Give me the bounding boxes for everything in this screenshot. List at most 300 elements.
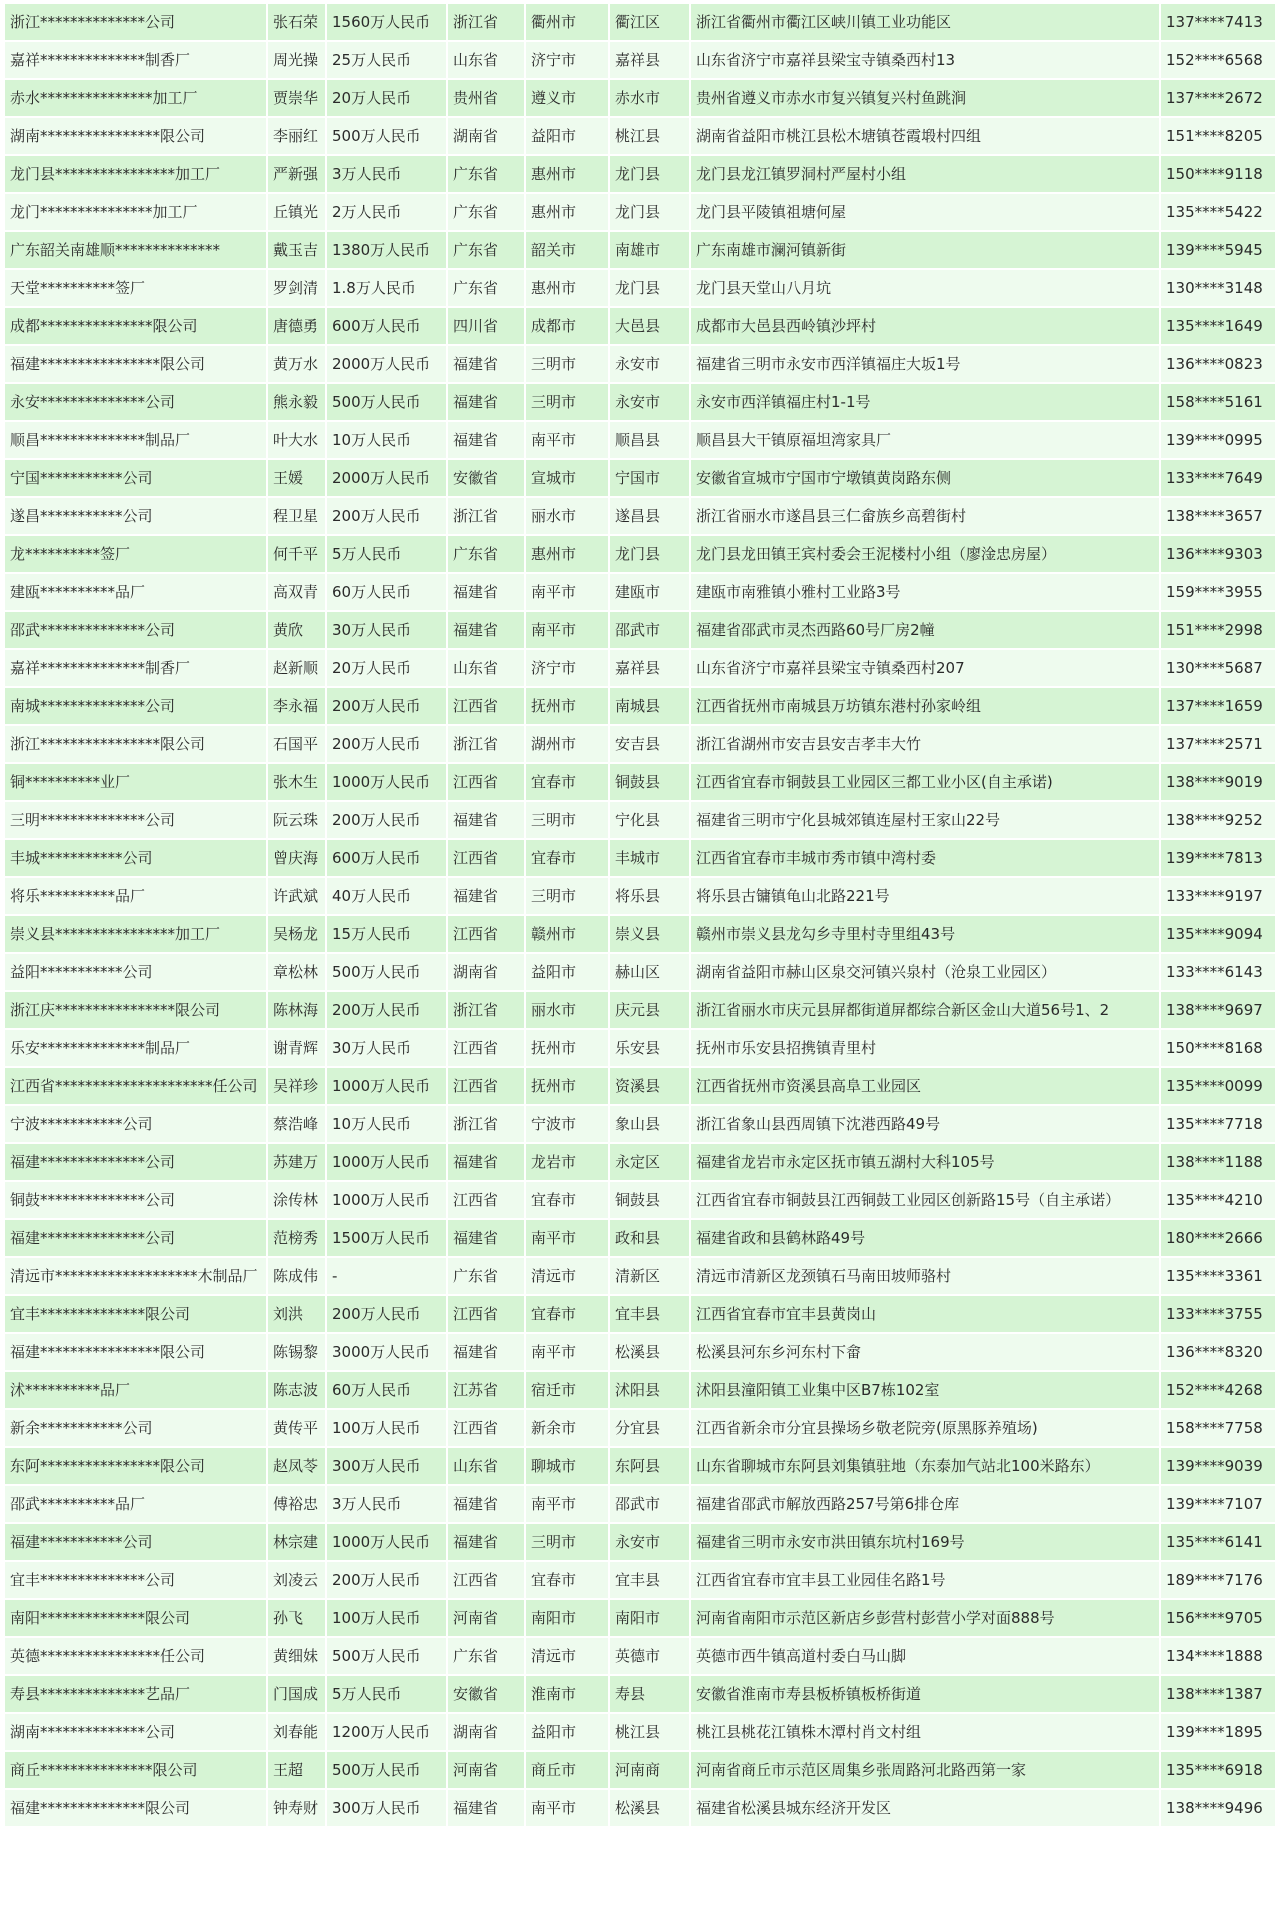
phone-cell: 137****2571 xyxy=(1161,726,1275,762)
district-cell: 南雄市 xyxy=(610,232,689,268)
phone-cell: 135****6141 xyxy=(1161,1524,1275,1560)
company-name-cell: 三明**************公司 xyxy=(5,802,266,838)
legal-rep-cell: 孙飞 xyxy=(268,1600,325,1636)
registered-capital-cell: 600万人民币 xyxy=(327,840,446,876)
phone-cell: 130****5687 xyxy=(1161,650,1275,686)
registered-capital-cell: 1200万人民币 xyxy=(327,1714,446,1750)
province-cell: 江西省 xyxy=(448,688,524,724)
phone-cell: 133****9197 xyxy=(1161,878,1275,914)
legal-rep-cell: 石国平 xyxy=(268,726,325,762)
legal-rep-cell: 叶大水 xyxy=(268,422,325,458)
company-name-cell: 湖南**************公司 xyxy=(5,1714,266,1750)
company-name-cell: 邵武**************公司 xyxy=(5,612,266,648)
district-cell: 赤水市 xyxy=(610,80,689,116)
city-cell: 南平市 xyxy=(526,422,608,458)
city-cell: 丽水市 xyxy=(526,992,608,1028)
address-cell: 河南省商丘市示范区周集乡张周路河北路西第一家 xyxy=(691,1752,1159,1788)
phone-cell: 136****0823 xyxy=(1161,346,1275,382)
district-cell: 永安市 xyxy=(610,1524,689,1560)
legal-rep-cell: 钟寿财 xyxy=(268,1790,325,1826)
province-cell: 湖南省 xyxy=(448,1714,524,1750)
registered-capital-cell: 500万人民币 xyxy=(327,1638,446,1674)
district-cell: 嘉祥县 xyxy=(610,42,689,78)
registered-capital-cell: 3万人民币 xyxy=(327,156,446,192)
address-cell: 江西省宜春市宜丰县黄岗山 xyxy=(691,1296,1159,1332)
district-cell: 永安市 xyxy=(610,346,689,382)
district-cell: 顺昌县 xyxy=(610,422,689,458)
phone-cell: 133****7649 xyxy=(1161,460,1275,496)
address-cell: 江西省宜春市丰城市秀市镇中湾村委 xyxy=(691,840,1159,876)
district-cell: 铜鼓县 xyxy=(610,764,689,800)
address-cell: 江西省抚州市南城县万坊镇东港村孙家岭组 xyxy=(691,688,1159,724)
address-cell: 江西省新余市分宜县操场乡敬老院旁(原黑豚养殖场) xyxy=(691,1410,1159,1446)
phone-cell: 158****5161 xyxy=(1161,384,1275,420)
city-cell: 赣州市 xyxy=(526,916,608,952)
company-name-cell: 龙门县****************加工厂 xyxy=(5,156,266,192)
table-row xyxy=(5,536,1275,572)
company-name-cell: 宜丰**************限公司 xyxy=(5,1296,266,1332)
province-cell: 四川省 xyxy=(448,308,524,344)
district-cell: 遂昌县 xyxy=(610,498,689,534)
province-cell: 广东省 xyxy=(448,194,524,230)
phone-cell: 130****3148 xyxy=(1161,270,1275,306)
table-row xyxy=(5,1296,1275,1332)
legal-rep-cell: 张石荣 xyxy=(268,4,325,40)
province-cell: 福建省 xyxy=(448,878,524,914)
phone-cell: 139****1895 xyxy=(1161,1714,1275,1750)
company-name-cell: 邵武**********品厂 xyxy=(5,1486,266,1522)
table-row xyxy=(5,650,1275,686)
district-cell: 南城县 xyxy=(610,688,689,724)
company-name-cell: 寿县**************艺品厂 xyxy=(5,1676,266,1712)
province-cell: 广东省 xyxy=(448,156,524,192)
district-cell: 丰城市 xyxy=(610,840,689,876)
province-cell: 福建省 xyxy=(448,1486,524,1522)
company-name-cell: 崇义县****************加工厂 xyxy=(5,916,266,952)
address-cell: 安徽省淮南市寿县板桥镇板桥街道 xyxy=(691,1676,1159,1712)
address-cell: 福建省松溪县城东经济开发区 xyxy=(691,1790,1159,1826)
district-cell: 分宜县 xyxy=(610,1410,689,1446)
company-name-cell: 福建**************公司 xyxy=(5,1144,266,1180)
district-cell: 象山县 xyxy=(610,1106,689,1142)
company-name-cell: 福建**************公司 xyxy=(5,1220,266,1256)
city-cell: 宜春市 xyxy=(526,1182,608,1218)
legal-rep-cell: 黄传平 xyxy=(268,1410,325,1446)
table-row xyxy=(5,1334,1275,1370)
legal-rep-cell: 黄细妹 xyxy=(268,1638,325,1674)
registered-capital-cell: 1000万人民币 xyxy=(327,764,446,800)
legal-rep-cell: 刘洪 xyxy=(268,1296,325,1332)
province-cell: 广东省 xyxy=(448,536,524,572)
phone-cell: 136****9303 xyxy=(1161,536,1275,572)
registered-capital-cell: 2000万人民币 xyxy=(327,346,446,382)
legal-rep-cell: 门国成 xyxy=(268,1676,325,1712)
city-cell: 惠州市 xyxy=(526,536,608,572)
legal-rep-cell: 吴杨龙 xyxy=(268,916,325,952)
phone-cell: 151****2998 xyxy=(1161,612,1275,648)
district-cell: 东阿县 xyxy=(610,1448,689,1484)
address-cell: 山东省聊城市东阿县刘集镇驻地（东泰加气站北100米路东） xyxy=(691,1448,1159,1484)
address-cell: 成都市大邑县西岭镇沙坪村 xyxy=(691,308,1159,344)
city-cell: 南平市 xyxy=(526,1486,608,1522)
district-cell: 英德市 xyxy=(610,1638,689,1674)
registered-capital-cell: 600万人民币 xyxy=(327,308,446,344)
phone-cell: 135****9094 xyxy=(1161,916,1275,952)
city-cell: 惠州市 xyxy=(526,270,608,306)
registered-capital-cell: 1000万人民币 xyxy=(327,1182,446,1218)
city-cell: 南平市 xyxy=(526,574,608,610)
province-cell: 福建省 xyxy=(448,346,524,382)
company-name-cell: 浙江****************限公司 xyxy=(5,726,266,762)
address-cell: 山东省济宁市嘉祥县梁宝寺镇桑西村13 xyxy=(691,42,1159,78)
province-cell: 江西省 xyxy=(448,1182,524,1218)
registered-capital-cell: 25万人民币 xyxy=(327,42,446,78)
city-cell: 三明市 xyxy=(526,802,608,838)
district-cell: 大邑县 xyxy=(610,308,689,344)
city-cell: 遵义市 xyxy=(526,80,608,116)
city-cell: 清远市 xyxy=(526,1258,608,1294)
registered-capital-cell: 40万人民币 xyxy=(327,878,446,914)
district-cell: 宜丰县 xyxy=(610,1296,689,1332)
address-cell: 顺昌县大干镇原福坦湾家具厂 xyxy=(691,422,1159,458)
province-cell: 河南省 xyxy=(448,1600,524,1636)
legal-rep-cell: 陈锡黎 xyxy=(268,1334,325,1370)
table-row xyxy=(5,612,1275,648)
address-cell: 福建省龙岩市永定区抚市镇五湖村大科105号 xyxy=(691,1144,1159,1180)
province-cell: 江西省 xyxy=(448,764,524,800)
table-row xyxy=(5,1182,1275,1218)
phone-cell: 138****1387 xyxy=(1161,1676,1275,1712)
table-row xyxy=(5,574,1275,610)
table-row xyxy=(5,1030,1275,1066)
company-name-cell: 益阳***********公司 xyxy=(5,954,266,990)
legal-rep-cell: 陈志波 xyxy=(268,1372,325,1408)
city-cell: 三明市 xyxy=(526,878,608,914)
table-row xyxy=(5,4,1275,40)
city-cell: 抚州市 xyxy=(526,1068,608,1104)
company-name-cell: 福建***********公司 xyxy=(5,1524,266,1560)
registered-capital-cell: 10万人民币 xyxy=(327,422,446,458)
phone-cell: 150****8168 xyxy=(1161,1030,1275,1066)
district-cell: 永定区 xyxy=(610,1144,689,1180)
company-name-cell: 龙门***************加工厂 xyxy=(5,194,266,230)
registered-capital-cell: 60万人民币 xyxy=(327,1372,446,1408)
address-cell: 浙江省湖州市安吉县安吉孝丰大竹 xyxy=(691,726,1159,762)
city-cell: 宜春市 xyxy=(526,764,608,800)
city-cell: 抚州市 xyxy=(526,688,608,724)
table-row xyxy=(5,1790,1275,1826)
city-cell: 龙岩市 xyxy=(526,1144,608,1180)
province-cell: 广东省 xyxy=(448,270,524,306)
company-name-cell: 英德****************任公司 xyxy=(5,1638,266,1674)
phone-cell: 138****9496 xyxy=(1161,1790,1275,1826)
city-cell: 宜春市 xyxy=(526,840,608,876)
table-row xyxy=(5,308,1275,344)
registered-capital-cell: 2000万人民币 xyxy=(327,460,446,496)
address-cell: 贵州省遵义市赤水市复兴镇复兴村鱼跳涧 xyxy=(691,80,1159,116)
legal-rep-cell: 唐德勇 xyxy=(268,308,325,344)
phone-cell: 135****1649 xyxy=(1161,308,1275,344)
legal-rep-cell: 陈林海 xyxy=(268,992,325,1028)
phone-cell: 135****4210 xyxy=(1161,1182,1275,1218)
city-cell: 宜春市 xyxy=(526,1562,608,1598)
registered-capital-cell: 300万人民币 xyxy=(327,1790,446,1826)
legal-rep-cell: 林宗建 xyxy=(268,1524,325,1560)
address-cell: 浙江省丽水市庆元县屏都街道屏都综合新区金山大道56号1、2 xyxy=(691,992,1159,1028)
address-cell: 江西省宜春市宜丰县工业园佳名路1号 xyxy=(691,1562,1159,1598)
registered-capital-cell: 500万人民币 xyxy=(327,954,446,990)
province-cell: 安徽省 xyxy=(448,1676,524,1712)
province-cell: 江西省 xyxy=(448,840,524,876)
district-cell: 崇义县 xyxy=(610,916,689,952)
registered-capital-cell: 1.8万人民币 xyxy=(327,270,446,306)
province-cell: 福建省 xyxy=(448,422,524,458)
phone-cell: 138****9697 xyxy=(1161,992,1275,1028)
table-row xyxy=(5,1144,1275,1180)
company-name-cell: 福建****************限公司 xyxy=(5,346,266,382)
table-row xyxy=(5,1752,1275,1788)
district-cell: 宁化县 xyxy=(610,802,689,838)
phone-cell: 139****7107 xyxy=(1161,1486,1275,1522)
registered-capital-cell: 3万人民币 xyxy=(327,1486,446,1522)
phone-cell: 135****7718 xyxy=(1161,1106,1275,1142)
legal-rep-cell: 罗剑清 xyxy=(268,270,325,306)
company-name-cell: 嘉祥**************制香厂 xyxy=(5,650,266,686)
table-row xyxy=(5,764,1275,800)
district-cell: 宁国市 xyxy=(610,460,689,496)
registered-capital-cell: 100万人民币 xyxy=(327,1410,446,1446)
phone-cell: 134****1888 xyxy=(1161,1638,1275,1674)
registered-capital-cell: 10万人民币 xyxy=(327,1106,446,1142)
province-cell: 福建省 xyxy=(448,1790,524,1826)
address-cell: 抚州市乐安县招携镇青里村 xyxy=(691,1030,1159,1066)
district-cell: 宜丰县 xyxy=(610,1562,689,1598)
city-cell: 济宁市 xyxy=(526,650,608,686)
registered-capital-cell: 60万人民币 xyxy=(327,574,446,610)
company-name-cell: 铜鼓**************公司 xyxy=(5,1182,266,1218)
company-name-cell: 商丘***************限公司 xyxy=(5,1752,266,1788)
legal-rep-cell: 王媛 xyxy=(268,460,325,496)
company-name-cell: 湖南****************限公司 xyxy=(5,118,266,154)
registered-capital-cell: 200万人民币 xyxy=(327,688,446,724)
district-cell: 永安市 xyxy=(610,384,689,420)
registered-capital-cell: 1500万人民币 xyxy=(327,1220,446,1256)
registered-capital-cell: 15万人民币 xyxy=(327,916,446,952)
address-cell: 将乐县古镛镇龟山北路221号 xyxy=(691,878,1159,914)
table-row xyxy=(5,1068,1275,1104)
legal-rep-cell: 曾庆海 xyxy=(268,840,325,876)
company-name-cell: 遂昌***********公司 xyxy=(5,498,266,534)
province-cell: 湖南省 xyxy=(448,954,524,990)
legal-rep-cell: 吴祥珍 xyxy=(268,1068,325,1104)
legal-rep-cell: 程卫星 xyxy=(268,498,325,534)
table-row xyxy=(5,726,1275,762)
province-cell: 福建省 xyxy=(448,1524,524,1560)
table-row xyxy=(5,878,1275,914)
district-cell: 建瓯市 xyxy=(610,574,689,610)
phone-cell: 189****7176 xyxy=(1161,1562,1275,1598)
registered-capital-cell: - xyxy=(327,1258,446,1294)
province-cell: 江西省 xyxy=(448,1068,524,1104)
registered-capital-cell: 500万人民币 xyxy=(327,118,446,154)
phone-cell: 137****1659 xyxy=(1161,688,1275,724)
company-name-cell: 嘉祥**************制香厂 xyxy=(5,42,266,78)
province-cell: 浙江省 xyxy=(448,498,524,534)
table-row xyxy=(5,1714,1275,1750)
legal-rep-cell: 王超 xyxy=(268,1752,325,1788)
address-cell: 龙门县龙田镇王宾村委会王泥楼村小组（廖淦忠房屋） xyxy=(691,536,1159,572)
table-row xyxy=(5,802,1275,838)
company-name-cell: 龙**********签厂 xyxy=(5,536,266,572)
registered-capital-cell: 100万人民币 xyxy=(327,1600,446,1636)
legal-rep-cell: 周光操 xyxy=(268,42,325,78)
district-cell: 龙门县 xyxy=(610,536,689,572)
legal-rep-cell: 李丽红 xyxy=(268,118,325,154)
table-row xyxy=(5,1524,1275,1560)
legal-rep-cell: 苏建万 xyxy=(268,1144,325,1180)
legal-rep-cell: 张木生 xyxy=(268,764,325,800)
address-cell: 永安市西洋镇福庄村1-1号 xyxy=(691,384,1159,420)
address-cell: 福建省三明市永安市洪田镇东坑村169号 xyxy=(691,1524,1159,1560)
province-cell: 福建省 xyxy=(448,802,524,838)
table-row xyxy=(5,42,1275,78)
province-cell: 福建省 xyxy=(448,1334,524,1370)
city-cell: 清远市 xyxy=(526,1638,608,1674)
registered-capital-cell: 200万人民币 xyxy=(327,726,446,762)
province-cell: 浙江省 xyxy=(448,1106,524,1142)
address-cell: 浙江省象山县西周镇下沈港西路49号 xyxy=(691,1106,1159,1142)
district-cell: 松溪县 xyxy=(610,1790,689,1826)
legal-rep-cell: 范榜秀 xyxy=(268,1220,325,1256)
district-cell: 南阳市 xyxy=(610,1600,689,1636)
company-name-cell: 南阳**************限公司 xyxy=(5,1600,266,1636)
city-cell: 成都市 xyxy=(526,308,608,344)
phone-cell: 135****6918 xyxy=(1161,1752,1275,1788)
legal-rep-cell: 黄万水 xyxy=(268,346,325,382)
company-name-cell: 建瓯**********品厂 xyxy=(5,574,266,610)
registered-capital-cell: 1380万人民币 xyxy=(327,232,446,268)
phone-cell: 139****7813 xyxy=(1161,840,1275,876)
phone-cell: 151****8205 xyxy=(1161,118,1275,154)
legal-rep-cell: 赵新顺 xyxy=(268,650,325,686)
legal-rep-cell: 陈成伟 xyxy=(268,1258,325,1294)
company-name-cell: 宁波***********公司 xyxy=(5,1106,266,1142)
company-name-cell: 宜丰**************公司 xyxy=(5,1562,266,1598)
address-cell: 英德市西牛镇高道村委白马山脚 xyxy=(691,1638,1159,1674)
phone-cell: 139****5945 xyxy=(1161,232,1275,268)
address-cell: 桃江县桃花江镇株木潭村肖文村组 xyxy=(691,1714,1159,1750)
table-row xyxy=(5,916,1275,952)
address-cell: 赣州市崇义县龙勾乡寺里村寺里组43号 xyxy=(691,916,1159,952)
phone-cell: 139****9039 xyxy=(1161,1448,1275,1484)
address-cell: 沭阳县潼阳镇工业集中区B7栋102室 xyxy=(691,1372,1159,1408)
province-cell: 江西省 xyxy=(448,916,524,952)
province-cell: 福建省 xyxy=(448,384,524,420)
table-row xyxy=(5,1410,1275,1446)
phone-cell: 138****9252 xyxy=(1161,802,1275,838)
table-row xyxy=(5,80,1275,116)
address-cell: 浙江省衢州市衢江区峡川镇工业功能区 xyxy=(691,4,1159,40)
city-cell: 南平市 xyxy=(526,1220,608,1256)
district-cell: 资溪县 xyxy=(610,1068,689,1104)
company-table xyxy=(3,2,1277,1828)
district-cell: 松溪县 xyxy=(610,1334,689,1370)
registered-capital-cell: 500万人民币 xyxy=(327,384,446,420)
city-cell: 丽水市 xyxy=(526,498,608,534)
address-cell: 浙江省丽水市遂昌县三仁畲族乡高碧街村 xyxy=(691,498,1159,534)
legal-rep-cell: 章松林 xyxy=(268,954,325,990)
company-name-cell: 沭**********品厂 xyxy=(5,1372,266,1408)
district-cell: 铜鼓县 xyxy=(610,1182,689,1218)
registered-capital-cell: 200万人民币 xyxy=(327,498,446,534)
table-row xyxy=(5,270,1275,306)
registered-capital-cell: 1000万人民币 xyxy=(327,1524,446,1560)
table-row xyxy=(5,194,1275,230)
district-cell: 邵武市 xyxy=(610,612,689,648)
table-row xyxy=(5,1372,1275,1408)
phone-cell: 180****2666 xyxy=(1161,1220,1275,1256)
company-name-cell: 东阿****************限公司 xyxy=(5,1448,266,1484)
company-name-cell: 永安**************公司 xyxy=(5,384,266,420)
phone-cell: 159****3955 xyxy=(1161,574,1275,610)
phone-cell: 139****0995 xyxy=(1161,422,1275,458)
legal-rep-cell: 李永福 xyxy=(268,688,325,724)
phone-cell: 152****4268 xyxy=(1161,1372,1275,1408)
district-cell: 清新区 xyxy=(610,1258,689,1294)
city-cell: 惠州市 xyxy=(526,156,608,192)
city-cell: 益阳市 xyxy=(526,1714,608,1750)
address-cell: 福建省邵武市灵杰西路60号厂房2幢 xyxy=(691,612,1159,648)
legal-rep-cell: 许武斌 xyxy=(268,878,325,914)
phone-cell: 135****0099 xyxy=(1161,1068,1275,1104)
district-cell: 庆元县 xyxy=(610,992,689,1028)
registered-capital-cell: 1000万人民币 xyxy=(327,1144,446,1180)
legal-rep-cell: 蔡浩峰 xyxy=(268,1106,325,1142)
district-cell: 寿县 xyxy=(610,1676,689,1712)
phone-cell: 152****6568 xyxy=(1161,42,1275,78)
province-cell: 安徽省 xyxy=(448,460,524,496)
province-cell: 贵州省 xyxy=(448,80,524,116)
address-cell: 福建省政和县鹤林路49号 xyxy=(691,1220,1159,1256)
city-cell: 湖州市 xyxy=(526,726,608,762)
province-cell: 广东省 xyxy=(448,1258,524,1294)
phone-cell: 135****5422 xyxy=(1161,194,1275,230)
district-cell: 安吉县 xyxy=(610,726,689,762)
legal-rep-cell: 刘凌云 xyxy=(268,1562,325,1598)
phone-cell: 158****7758 xyxy=(1161,1410,1275,1446)
registered-capital-cell: 30万人民币 xyxy=(327,1030,446,1066)
district-cell: 赫山区 xyxy=(610,954,689,990)
company-name-cell: 将乐**********品厂 xyxy=(5,878,266,914)
address-cell: 龙门县龙江镇罗洞村严屋村小组 xyxy=(691,156,1159,192)
district-cell: 龙门县 xyxy=(610,270,689,306)
phone-cell: 133****6143 xyxy=(1161,954,1275,990)
table-row xyxy=(5,1676,1275,1712)
registered-capital-cell: 500万人民币 xyxy=(327,1752,446,1788)
table-row xyxy=(5,498,1275,534)
table-row xyxy=(5,1220,1275,1256)
table-row xyxy=(5,156,1275,192)
legal-rep-cell: 熊永毅 xyxy=(268,384,325,420)
table-row xyxy=(5,346,1275,382)
table-row xyxy=(5,460,1275,496)
company-name-cell: 福建**************限公司 xyxy=(5,1790,266,1826)
address-cell: 山东省济宁市嘉祥县梁宝寺镇桑西村207 xyxy=(691,650,1159,686)
address-cell: 龙门县天堂山八月坑 xyxy=(691,270,1159,306)
address-cell: 安徽省宣城市宁国市宁墩镇黄岗路东侧 xyxy=(691,460,1159,496)
table-row xyxy=(5,1562,1275,1598)
company-name-cell: 丰城***********公司 xyxy=(5,840,266,876)
